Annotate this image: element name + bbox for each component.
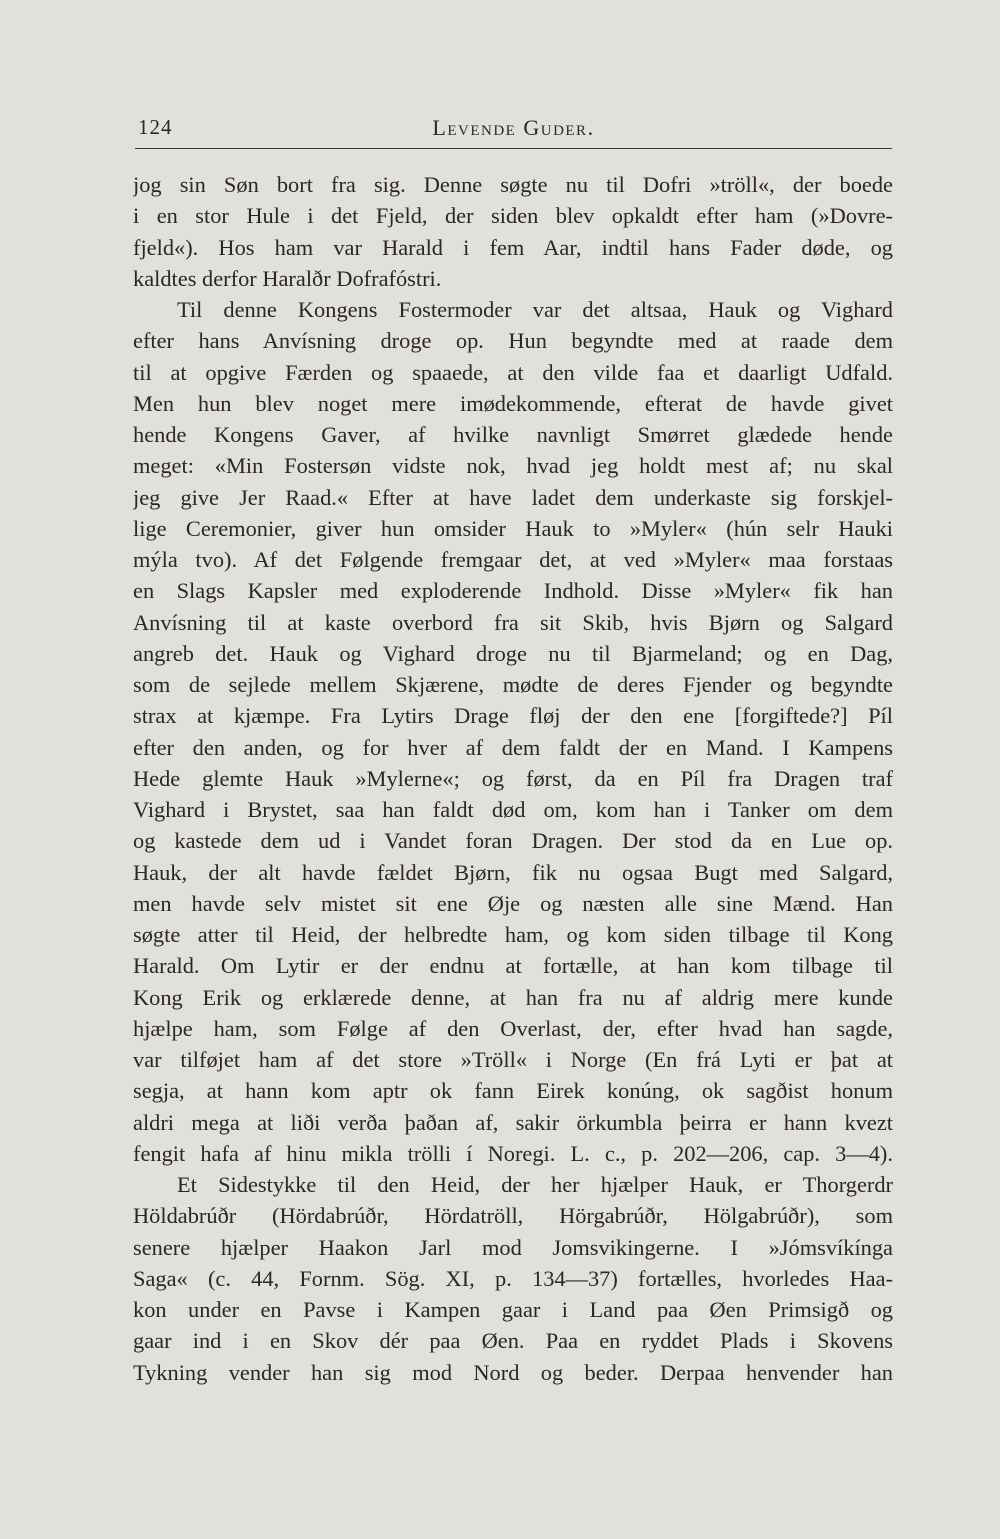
text-line: til at opgive Færden og spaaede, at den vilde faa et daarligt Udfald. [133,359,893,385]
text-line: hjælpe ham, som Følge af den Overlast, der, efter hvad han sagde, [133,1015,893,1041]
body-text [133,169,893,1388]
text-line: Hede glemte Hauk »Mylerne«; og først, da en Píl fra Dragen traf [133,765,893,791]
text-line: men havde selv mistet sit ene Øje og næsten alle sine Mænd. Han [133,890,893,916]
text-line: jog sin Søn bort fra sig. Denne søgte nu til Dofri »tröll«, der boede [133,172,893,197]
page-header [135,112,892,149]
text-line: Saga« (c. 44, Fornm. Sög. XI, p. 134—37) fortælles, hvorledes Haa- [133,1265,893,1291]
text-line: en Slags Kapsler med exploderende Indhold. Disse »Myler« fik han [133,578,893,604]
text-line: fjeld«). Hos ham var Harald i fem Aar, indtil hans Fader døde, og [133,234,893,260]
text-line: i en stor Hule i det Fjeld, der siden blev opkaldt efter ham (»Dovre- [133,203,893,229]
text-line: Harald. Om Lytir er der endnu at fortælle, at han kom tilbage til [133,953,893,979]
text-line: og kastede dem ud i Vandet foran Dragen. Der stod da en Lue op. [133,828,893,854]
text-line: aldri mega at liði verða þaðan af, sakir örkumbla þeirra er hann kvezt [133,1109,893,1135]
text-line: strax at kjæmpe. Fra Lytirs Drage fløj der den ene [forgiftede?] Píl [133,703,893,729]
text-line: var tilføjet ham af det store »Tröll« i Norge (En frá Lyti er þat at [133,1047,893,1072]
text-line: Kong Erik og erklærede denne, at han fra nu af aldrig mere kunde [133,984,893,1010]
text-line: som de sejlede mellem Skjærene, mødte de deres Fjender og begyndte [133,672,893,697]
text-line: mýla tvo). Af det Følgende fremgaar det, at ved »Myler« maa forstaas [133,547,893,572]
text-line: Vighard i Brystet, saa han faldt død om, kom han i Tanker om dem [133,797,893,822]
text-line: efter hans Anvísning droge op. Hun begyndte med at raade dem [133,328,893,354]
text-line: Anvísning til at kaste overbord fra sit Skib, hvis Bjørn og Salgard [133,609,893,635]
text-line: Höldabrúðr (Hördabrúðr, Hördatröll, Hörgabrúðr, Hölgabrúðr), som [133,1203,893,1229]
text-line: senere hjælper Haakon Jarl mod Jomsvikingerne. I »Jómsvíkínga [133,1234,893,1260]
text-line: angreb det. Hauk og Vighard droge nu til Bjarmeland; og en Dag, [133,640,893,666]
text-line: fengit hafa af hinu mikla trölli í Noregi. L. c., p. 202—206, cap. 3—4). [133,1140,893,1166]
text-line: meget: «Min Fostersøn vidste nok, hvad jeg holdt mest af; nu skal [133,453,893,479]
text-line: Men hun blev noget mere imødekommende, efterat de havde givet [133,390,893,416]
running-title: Levende Guder. [432,115,595,140]
text-line: gaar ind i en Skov dér paa Øen. Paa en ryddet Plads i Skovens [133,1328,893,1354]
text-line: kaldtes derfor Haralðr Dofrafóstri. [133,265,442,291]
page-number: 124 [138,115,173,139]
text-line: Tykning vender han sig mod Nord og beder. Derpaa henvender han [133,1359,893,1385]
text-line: hende Kongens Gaver, af hvilke navnligt Smørret glædede hende [133,422,893,447]
text-line: efter den anden, og for hver af dem faldt der en Mand. I Kampens [133,734,893,760]
text-line: lige Ceremonier, giver hun omsider Hauk to »Myler« (hún selr Hauki [133,515,893,541]
text-line: segja, at hann kom aptr ok fann Eirek konúng, ok sagðist honum [133,1078,893,1104]
text-line: søgte atter til Heid, der helbredte ham, og kom siden tilbage til Kong [133,922,893,947]
text-line: Et Sidestykke til den Heid, der her hjælper Hauk, er Thorgerdr [177,1172,893,1197]
text-line: kon under en Pavse i Kampen gaar i Land paa Øen Primsigð og [133,1297,893,1322]
text-line: Hauk, der alt havde fældet Bjørn, fik nu ogsaa Bugt med Salgard, [133,859,893,885]
text-line: Til denne Kongens Fostermoder var det altsaa, Hauk og Vighard [177,297,893,322]
text-line: jeg give Jer Raad.« Efter at have ladet dem underkaste sig forskjel- [133,484,893,510]
